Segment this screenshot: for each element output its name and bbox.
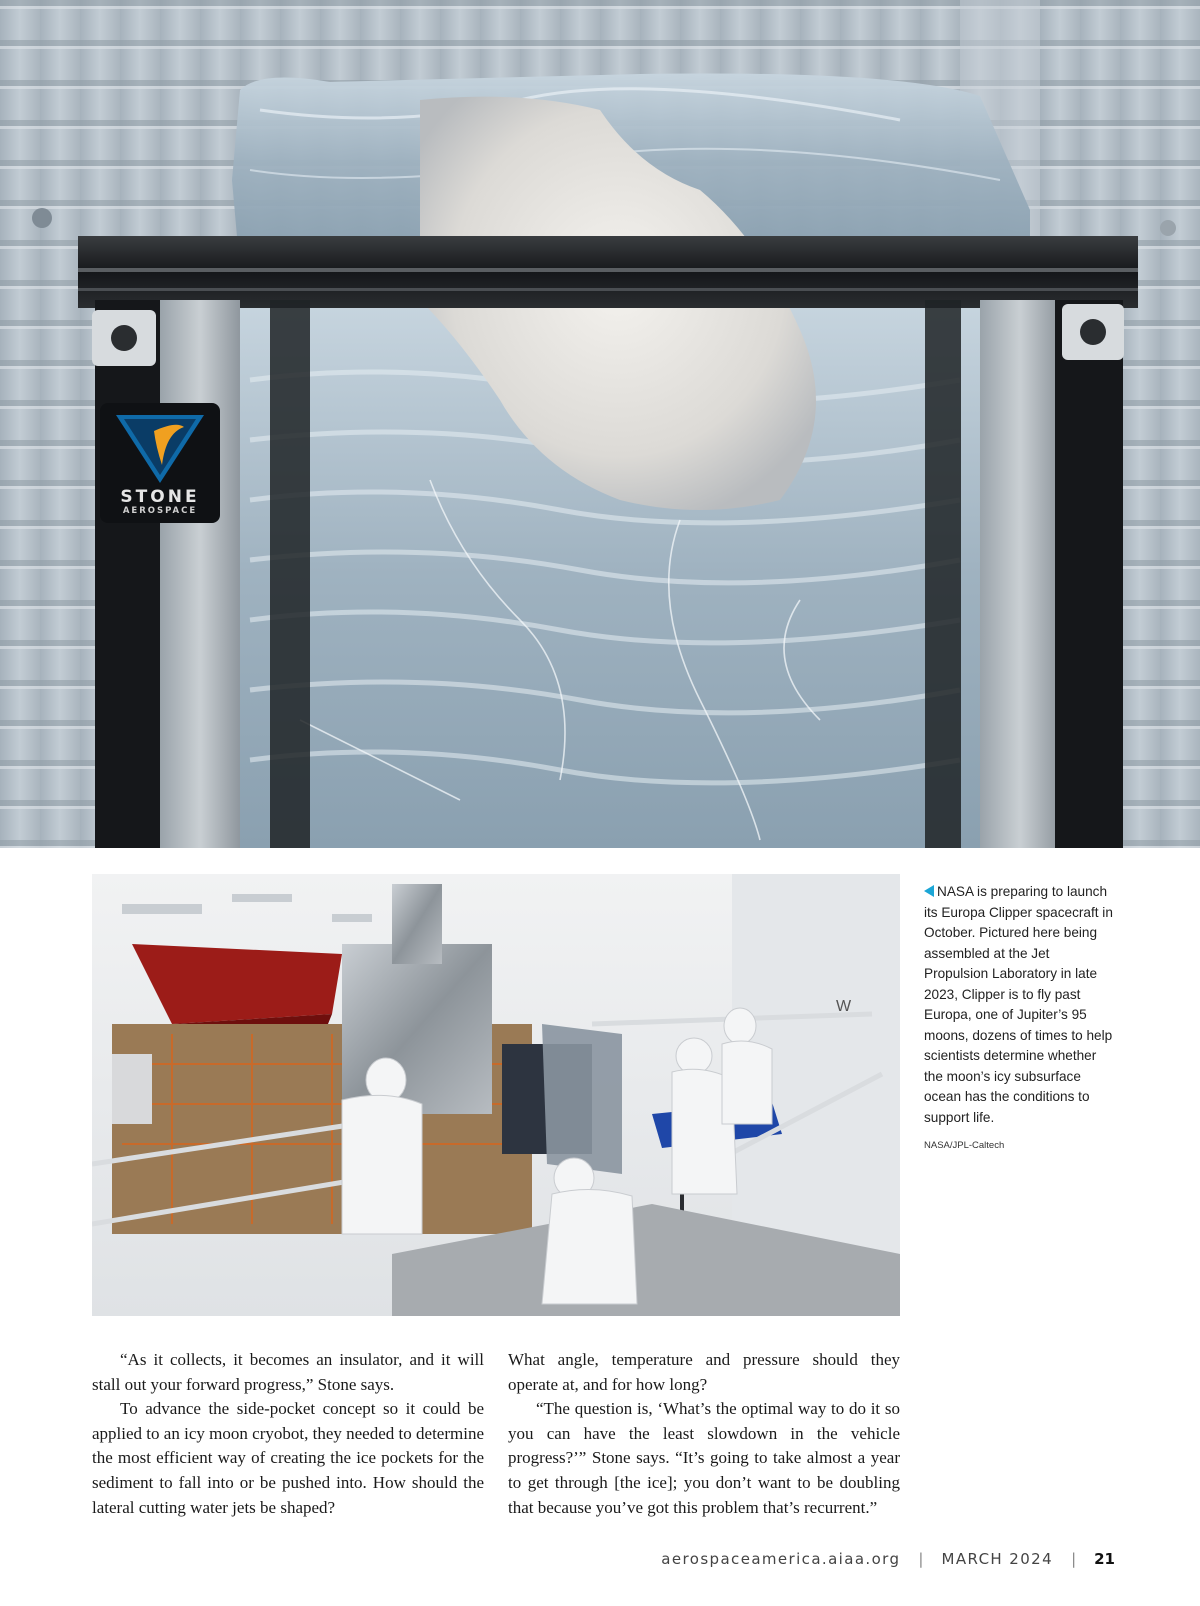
- wall-letter: W: [836, 998, 852, 1015]
- photo-credit: NASA/JPL-Caltech: [924, 1140, 1005, 1151]
- caption-pointer-icon: [924, 885, 934, 897]
- europa-clipper-photo: [92, 874, 900, 1316]
- footer-site-url: aerospaceamerica.aiaa.org: [661, 1550, 901, 1568]
- article-paragraph: What angle, temperature and pressure should they operate at, and for how long?: [508, 1350, 900, 1394]
- page-number: 21: [1094, 1550, 1115, 1568]
- stone-aerospace-logo: [100, 403, 220, 523]
- page-footer: [661, 1550, 1115, 1568]
- article-paragraph: To advance the side-pocket concept so it could be applied to an icy moon cryobot, they needed to determine the most efficient way of creating the ice pockets for the sediment to fall into or be pushed into. How should the lateral cutting water jets be shaped?: [92, 1399, 484, 1517]
- article-column-left: [92, 1348, 484, 1520]
- footer-separator: |: [918, 1550, 924, 1568]
- photo-caption: [924, 882, 1114, 1151]
- footer-separator: |: [1071, 1550, 1077, 1568]
- footer-issue-date: MARCH 2024: [941, 1550, 1054, 1568]
- logo-wordmark: STONE: [120, 487, 200, 507]
- caption-text: [924, 882, 1114, 1128]
- article-column-right: [508, 1348, 900, 1520]
- caption-body: NASA is preparing to launch its Europa Clipper spacecraft in October. Pictured here being assembled at the Jet Propulsion Laboratory in late 2023, Clipper is to fly past Europa, one of Jupiter’s 95 moons, dozens of times to help scientists determine whether the moon’s icy subsurface ocean has the conditions to support life.: [924, 884, 1113, 1125]
- article-paragraph: “As it collects, it becomes an insulator, and it will stall out your forward progress,” Stone says.: [92, 1350, 484, 1394]
- article-paragraph: “The question is, ‘What’s the optimal way to do it so you can have the least slowdown in the vehicle progress?’” Stone says. “It’s going to take almost a year to get through [the ice]; you don’t want to be doubling that because you’ve got this problem that’s recurrent.”: [508, 1399, 900, 1517]
- logo-subwordmark: AEROSPACE: [122, 506, 198, 516]
